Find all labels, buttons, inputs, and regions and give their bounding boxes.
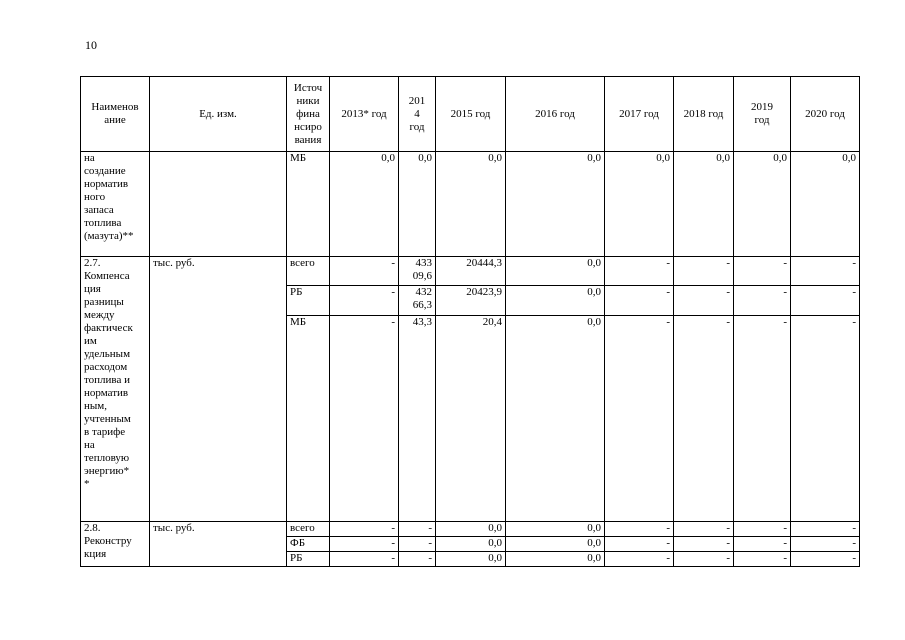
value-2017: - <box>605 522 674 537</box>
row-name: 2.7. Компенса ция разницы между фактическ им удельным расходом топлива и норматив ным, учтенным в тарифе на тепловую энергию* * <box>81 257 150 522</box>
value-2017: - <box>605 257 674 286</box>
value-2017: - <box>605 316 674 522</box>
value-2015: 0,0 <box>436 522 506 537</box>
value-2017: - <box>605 286 674 316</box>
page-number: 10 <box>85 38 97 52</box>
header-2018: 2018 год <box>674 77 734 152</box>
value-2018: 0,0 <box>674 152 734 257</box>
value-2020: - <box>791 537 860 552</box>
row-source: всего <box>287 522 330 537</box>
header-unit: Ед. изм. <box>150 77 287 152</box>
header-row <box>81 77 860 152</box>
value-2016: 0,0 <box>506 522 605 537</box>
row-source: МБ <box>287 152 330 257</box>
value-2015: 20,4 <box>436 316 506 522</box>
row-name: 2.8. Реконстру кция <box>81 522 150 567</box>
value-2020: - <box>791 257 860 286</box>
value-2013: - <box>330 552 399 567</box>
value-2019: - <box>734 257 791 286</box>
value-2018: - <box>674 537 734 552</box>
value-2018: - <box>674 286 734 316</box>
header-2020: 2020 год <box>791 77 860 152</box>
value-2019: - <box>734 537 791 552</box>
table-row-2-7-total <box>81 257 860 286</box>
value-2013: - <box>330 257 399 286</box>
row-unit: тыс. руб. <box>150 257 287 522</box>
value-2015: 20444,3 <box>436 257 506 286</box>
value-2016: 0,0 <box>506 552 605 567</box>
value-2019: - <box>734 286 791 316</box>
value-2015: 0,0 <box>436 537 506 552</box>
value-2015: 20423,9 <box>436 286 506 316</box>
value-2014: 0,0 <box>399 152 436 257</box>
value-2018: - <box>674 522 734 537</box>
value-2015: 0,0 <box>436 552 506 567</box>
value-2018: - <box>674 257 734 286</box>
row-name: на создание норматив ного запаса топлива (мазута)** <box>81 152 150 257</box>
value-2013: - <box>330 286 399 316</box>
row-source: ФБ <box>287 537 330 552</box>
header-2016: 2016 год <box>506 77 605 152</box>
value-2017: 0,0 <box>605 152 674 257</box>
row-source: РБ <box>287 286 330 316</box>
value-2019: 0,0 <box>734 152 791 257</box>
header-2015: 2015 год <box>436 77 506 152</box>
value-2013: - <box>330 522 399 537</box>
value-2020: - <box>791 552 860 567</box>
value-2020: - <box>791 286 860 316</box>
value-2015: 0,0 <box>436 152 506 257</box>
row-unit: тыс. руб. <box>150 522 287 567</box>
value-2020: - <box>791 522 860 537</box>
header-2014: 201 4 год <box>399 77 436 152</box>
row-unit <box>150 152 287 257</box>
header-source: Источ ники фина нсиро вания <box>287 77 330 152</box>
value-2013: - <box>330 316 399 522</box>
header-2013: 2013* год <box>330 77 399 152</box>
financing-table <box>80 76 860 567</box>
value-2018: - <box>674 552 734 567</box>
value-2020: - <box>791 316 860 522</box>
value-2020: 0,0 <box>791 152 860 257</box>
value-2016: 0,0 <box>506 537 605 552</box>
value-2014: - <box>399 537 436 552</box>
header-2019: 2019 год <box>734 77 791 152</box>
value-2016: 0,0 <box>506 152 605 257</box>
value-2017: - <box>605 537 674 552</box>
value-2019: - <box>734 522 791 537</box>
value-2016: 0,0 <box>506 316 605 522</box>
value-2014: - <box>399 522 436 537</box>
table-row-continuation <box>81 152 860 257</box>
value-2019: - <box>734 552 791 567</box>
value-2013: 0,0 <box>330 152 399 257</box>
value-2014: 433 09,6 <box>399 257 436 286</box>
value-2014: - <box>399 552 436 567</box>
value-2014: 432 66,3 <box>399 286 436 316</box>
value-2018: - <box>674 316 734 522</box>
header-name: Наименов ание <box>81 77 150 152</box>
value-2019: - <box>734 316 791 522</box>
row-source: МБ <box>287 316 330 522</box>
row-source: РБ <box>287 552 330 567</box>
value-2014: 43,3 <box>399 316 436 522</box>
row-source: всего <box>287 257 330 286</box>
value-2013: - <box>330 537 399 552</box>
value-2017: - <box>605 552 674 567</box>
table-row-2-8-total <box>81 522 860 537</box>
header-2017: 2017 год <box>605 77 674 152</box>
value-2016: 0,0 <box>506 257 605 286</box>
value-2016: 0,0 <box>506 286 605 316</box>
